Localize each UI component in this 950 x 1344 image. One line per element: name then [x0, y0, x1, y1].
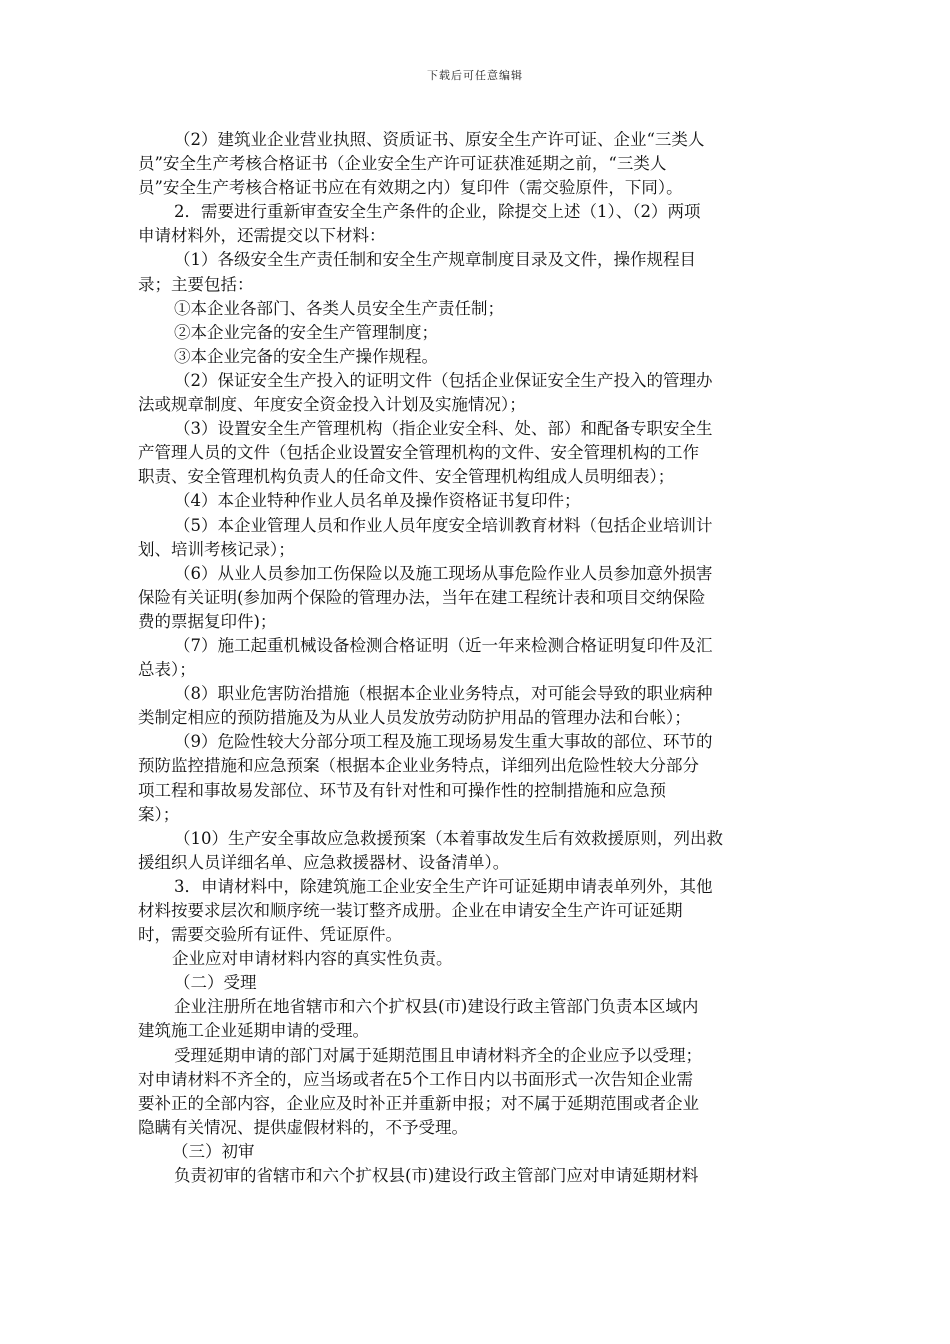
text-line: 企业注册所在地省辖市和六个扩权县(市)建设行政主管部门负责本区域内: [174, 997, 699, 1017]
text-line: （8）职业危害防治措施（根据本企业业务特点，对可能会导致的职业病种: [174, 684, 713, 704]
page-header: 下载后可任意编辑: [427, 69, 523, 82]
text-line: 负责初审的省辖市和六个扩权县(市)建设行政主管部门应对申请延期材料: [174, 1166, 699, 1186]
text-line: （2）建筑业企业营业执照、资质证书、原安全生产许可证、企业“三类人: [174, 130, 705, 149]
text-line: （三）初审: [172, 1141, 255, 1161]
text-line: （5）本企业管理人员和作业人员年度安全培训教育材料（包括企业培训计: [174, 515, 713, 535]
text-line: 时，需要交验所有证件、凭证原件。: [138, 925, 402, 945]
text-line: 费的票据复印件)；: [138, 611, 277, 631]
text-line: ①本企业各部门、各类人员安全生产责任制；: [174, 298, 504, 318]
text-line: 录；主要包括：: [138, 274, 254, 294]
text-line: （2）保证安全生产投入的证明文件（包括企业保证安全生产投入的管理办: [174, 370, 713, 390]
text-line: （7）施工起重机械设备检测合格证明（近一年来检测合格证明复印件及汇: [174, 635, 713, 655]
text-line: 要补正的全部内容，企业应及时补正并重新申报；对不属于延期范围或者企业: [138, 1093, 699, 1113]
text-line: 受理延期申请的部门对属于延期范围且申请材料齐全的企业应予以受理；: [174, 1045, 702, 1065]
text-line: 总表）；: [138, 660, 196, 680]
text-line: 员”安全生产考核合格证书（企业安全生产许可证获准延期之前，“三类人: [138, 154, 667, 174]
text-line: 援组织人员详细名单、应急救援器材、设备清单）。: [138, 852, 510, 872]
text-line: 职责、安全管理机构负责人的任命文件、安全管理机构组成人员明细表）；: [138, 467, 675, 487]
text-line: 企业应对申请材料内容的真实性负责。: [172, 949, 453, 969]
text-line: 隐瞒有关情况、提供虚假材料的，不予受理。: [138, 1117, 468, 1137]
text-line: 法或规章制度、年度安全资金投入计划及实施情况）；: [138, 395, 526, 415]
text-line: 产管理人员的文件（包括企业设置安全管理机构的文件、安全管理机构的工作: [138, 443, 699, 463]
text-line: 划、培训考核记录）；: [138, 539, 295, 559]
text-line: （9）危险性较大分部分项工程及施工现场易发生重大事故的部位、环节的: [174, 732, 713, 752]
text-line: 材料按要求层次和顺序统一装订整齐成册。企业在申请安全生产许可证延期: [138, 901, 683, 920]
text-line: 案）；: [138, 804, 180, 824]
text-line: （3）设置安全生产管理机构（指企业安全科、处、部）和配备专职安全生: [174, 419, 713, 439]
document-body: [138, 128, 798, 1188]
text-line: 保险有关证明(参加两个保险的管理办法，当年在建工程统计表和项目交纳保险: [138, 587, 706, 607]
text-line: （1）各级安全生产责任制和安全生产规章制度目录及文件，操作规程目: [174, 250, 696, 270]
text-line: 类制定相应的预防措施及为从业人员发放劳动防护用品的管理办法和台帐）；: [138, 708, 691, 728]
text-line: 项工程和事故易发部位、环节及有针对性和可操作性的控制措施和应急预: [138, 780, 666, 800]
text-line: ③本企业完备的安全生产操作规程。: [174, 346, 438, 366]
text-line: 申请材料外，还需提交以下材料：: [138, 226, 386, 246]
text-line: 预防监控措施和应急预案（根据本企业业务特点，详细列出危险性较大分部分: [138, 756, 699, 776]
text-line: 2．需要进行重新审查安全生产条件的企业，除提交上述（1）、（2）两项: [174, 202, 701, 222]
text-line: （4）本企业特种作业人员名单及操作资格证书复印件；: [174, 491, 581, 511]
text-line: （10）生产安全事故应急救援预案（本着事故发生后有效救援原则，列出救: [174, 828, 723, 848]
text-line: 对申请材料不齐全的，应当场或者在5个工作日内以书面形式一次告知企业需: [138, 1069, 693, 1089]
text-line: （6）从业人员参加工伤保险以及施工现场从事危险作业人员参加意外损害: [174, 563, 713, 583]
text-line: （二）受理: [174, 973, 257, 993]
text-line: 建筑施工企业延期申请的受理。: [138, 1021, 369, 1041]
text-line: ②本企业完备的安全生产管理制度；: [174, 322, 438, 342]
text-line: 3．申请材料中，除建筑施工企业安全生产许可证延期申请表单列外，其他: [174, 876, 713, 896]
text-line: 员”安全生产考核合格证书应在有效期之内）复印件（需交验原件，下同）。: [138, 178, 683, 198]
